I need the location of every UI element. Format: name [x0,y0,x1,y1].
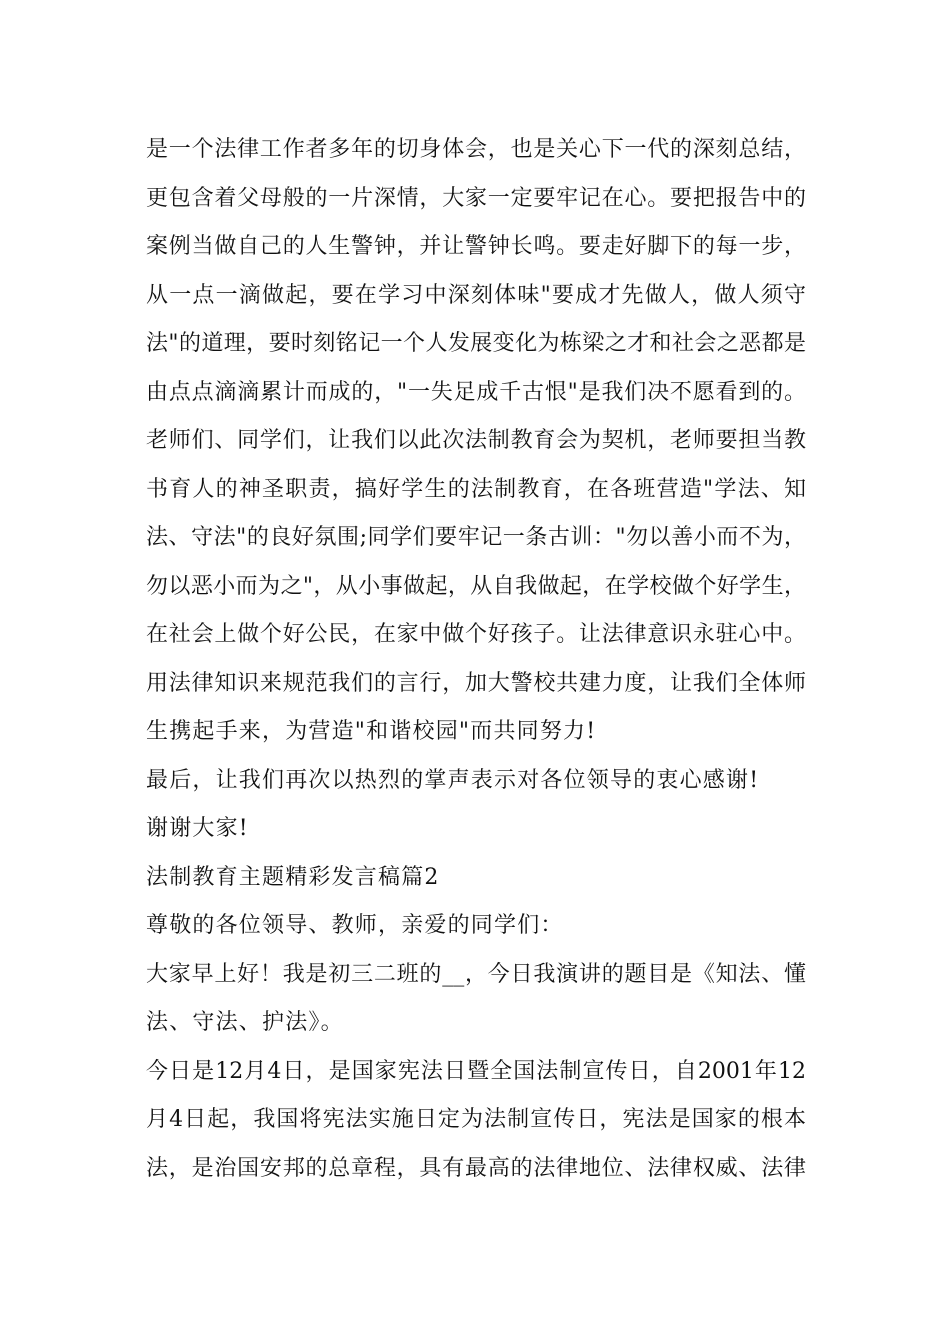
text-line: 法，是治国安邦的总章程，具有最高的法律地位、法律权威、法律 [146,1155,806,1181]
text-line: 案例当做自己的人生警钟，并让警钟长鸣。要走好脚下的每一步， [146,234,806,259]
text-line: 勿以恶小而为之"，从小事做起，从自我做起，在学校做个好学生， [146,573,806,599]
text-line: 用法律知识来规范我们的言行，加大警校共建力度，让我们全体师 [146,670,806,696]
text-line: 法、守法"的良好氛围;同学们要牢记一条古训："勿以善小而不为， [146,525,806,550]
text-line: 是一个法律工作者多年的切身体会，也是关心下一代的深刻总结， [146,137,806,162]
text-line: 谢谢大家! [146,816,249,841]
text-line: 月4日起，我国将宪法实施日定为法制宣传日，宪法是国家的根本 [146,1107,806,1132]
section-heading: 法制教育主题精彩发言稿篇2 [146,864,440,890]
text-line: 生携起手来，为营造"和谐校园"而共同努力! [146,719,597,744]
text-line: 书育人的神圣职责，搞好学生的法制教育，在各班营造"学法、知 [146,476,806,502]
text-line: 最后，让我们再次以热烈的掌声表示对各位领导的衷心感谢! [146,767,760,793]
text-line: 法、守法、护法》。 [146,1010,344,1035]
text-line: 尊敬的各位领导、教师，亲爱的同学们： [146,913,564,938]
text-line: 在社会上做个好公民，在家中做个好孩子。让法律意识永驻心中。 [146,622,806,647]
text-line: 法"的道理，要时刻铭记一个人发展变化为栋梁之才和社会之恶都是 [146,331,806,356]
text-line: 更包含着父母般的一片深情，大家一定要牢记在心。要把报告中的 [146,185,806,211]
document-body [146,130,806,1197]
text-line: 由点点滴滴累计而成的，"一失足成千古恨"是我们决不愿看到的。 [146,379,806,405]
text-line: 大家早上好！我是初三二班的__，今日我演讲的题目是《知法、懂 [146,961,806,987]
text-line: 从一点一滴做起，要在学习中深刻体味"要成才先做人，做人须守 [146,282,806,308]
text-line: 老师们、同学们，让我们以此次法制教育会为契机，老师要担当教 [146,428,806,453]
text-line: 今日是12月4日，是国家宪法日暨全国法制宣传日，自2001年12 [146,1058,806,1084]
